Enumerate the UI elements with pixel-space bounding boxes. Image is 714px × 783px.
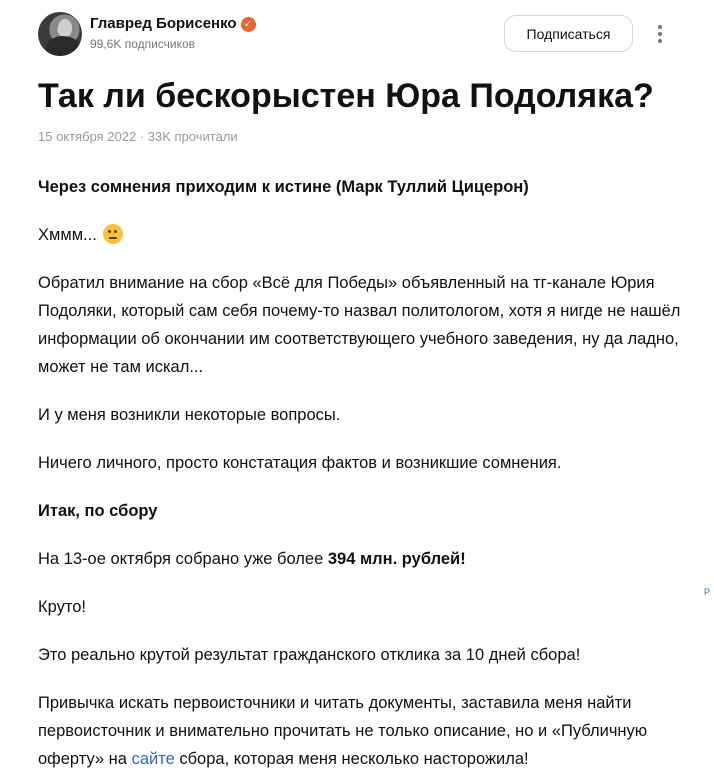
avatar-body <box>46 36 80 56</box>
author-name[interactable]: Главред Борисенко <box>90 15 237 32</box>
amount-prefix: На 13-ое октября собрано уже более <box>38 550 328 568</box>
verified-badge-icon: ✓ <box>241 17 256 32</box>
more-dot <box>658 32 662 36</box>
paragraph-quote <box>38 173 688 201</box>
article-body <box>38 173 688 783</box>
paragraph-intro: Обратил внимание на сбор «Всё для Победы» объявленный на тг-канале Юрия Подоляки, который сам себя почему-то назвал политологом, хотя я нигде не нашёл информации об окончании им соответствующего учебного заведения, ну да ладно, может не там искал... <box>38 274 681 376</box>
more-vertical-icon[interactable] <box>650 19 670 49</box>
subscriber-count: 99,6K подписчиков <box>90 37 196 51</box>
side-widget-text: P <box>704 587 711 597</box>
paragraph-offer <box>38 689 688 773</box>
channel-header <box>38 12 678 56</box>
paragraph-amount <box>38 545 688 573</box>
author-name-row[interactable] <box>90 15 256 32</box>
paragraph-hmm <box>38 221 688 249</box>
paragraph-cool: Круто! <box>38 598 86 616</box>
article-title: Так ли бескорыстен Юра Подоляка? <box>38 77 654 115</box>
offer-suffix: сбора, которая меня несколько насторожила! <box>174 750 529 768</box>
avatar-face <box>58 19 72 37</box>
article-meta: 15 октября 2022 · 33K прочитали <box>38 129 238 144</box>
side-widget[interactable] <box>704 588 714 606</box>
thinking-face-emoji <box>103 224 123 244</box>
offer-prefix: Привычка искать первоисточники и читать документы, заставила меня найти первоисточник и внимательно прочитать не только описание, но и «Публичную оферту» на <box>38 694 648 768</box>
paragraph-questions: И у меня возникли некоторые вопросы. <box>38 406 341 424</box>
paragraph-nothing-personal: Ничего личного, просто констатация фактов и возникшие сомнения. <box>38 454 562 472</box>
author-avatar[interactable] <box>38 12 82 56</box>
amount-value: 394 млн. рублей! <box>327 550 466 568</box>
more-dot <box>658 25 662 29</box>
site-link[interactable]: сайте <box>131 750 175 768</box>
subscribe-button[interactable]: Подписаться <box>504 15 633 52</box>
quote-text: Через сомнения приходим к истине (Марк Туллий Цицерон) <box>38 178 529 196</box>
paragraph-subheading <box>38 497 688 525</box>
hmm-text: Хммм... <box>38 226 97 244</box>
more-dot <box>658 39 662 43</box>
paragraph-result: Это реально крутой результат гражданского отклика за 10 дней сбора! <box>38 646 581 664</box>
subheading-text: Итак, по сбору <box>38 502 158 520</box>
